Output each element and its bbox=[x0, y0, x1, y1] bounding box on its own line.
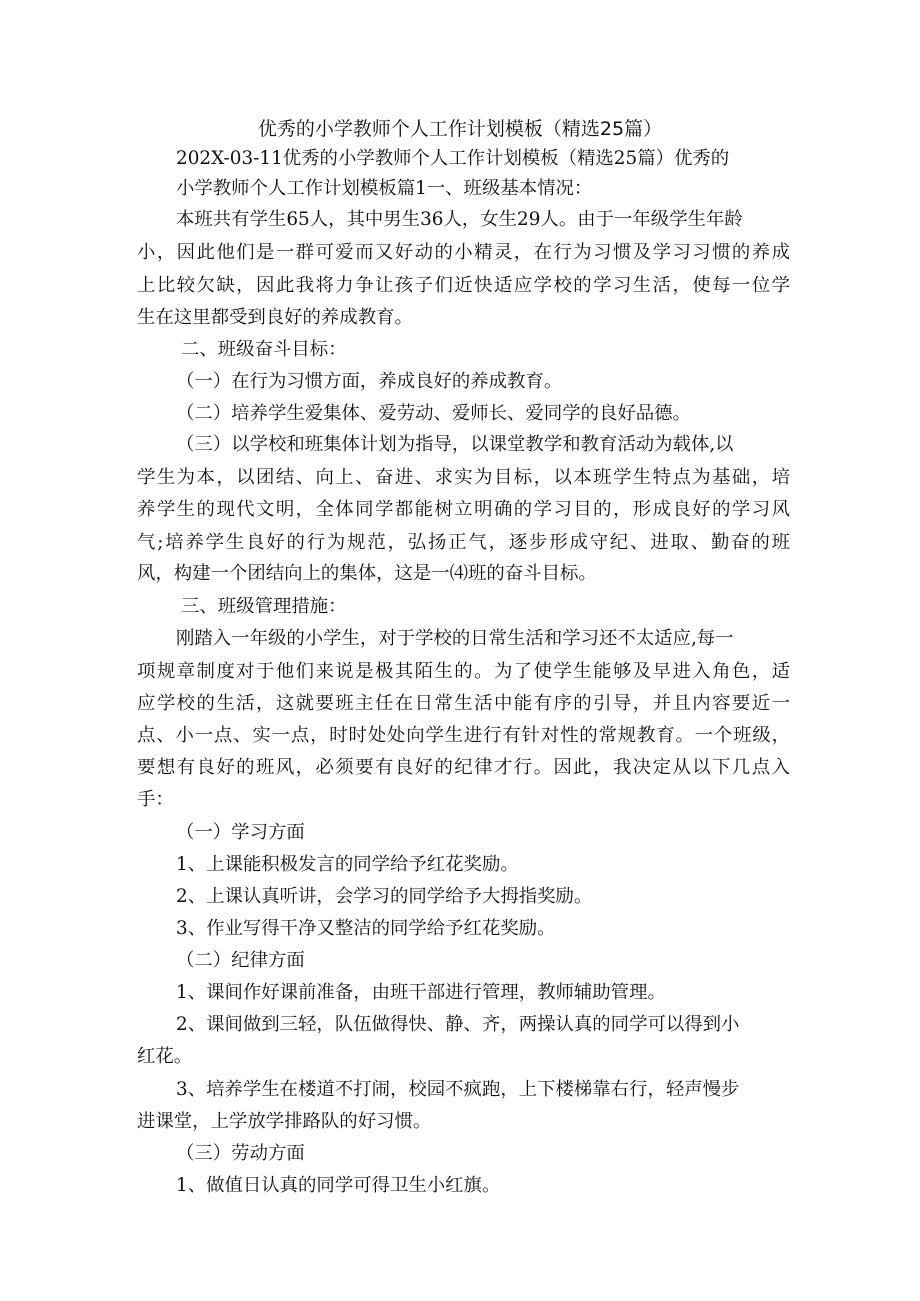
section-heading: 二、班级奋斗目标： bbox=[181, 339, 347, 360]
paragraph-line: 风，构建一个团结向上的集体，这是一⑷班的奋斗目标。 bbox=[137, 563, 597, 584]
paragraph-line: 点、小一点、实一点，时时处处向学生进行有针对性的常规教育。一个班级， bbox=[137, 725, 790, 746]
intro-line: 202X-03-11优秀的小学教师个人工作计划模板（精选25篇）优秀的 bbox=[176, 148, 730, 169]
goal-item: （一）在行为习惯方面，养成良好的养成教育。 bbox=[176, 371, 563, 392]
paragraph-line: 小，因此他们是一群可爱而又好动的小精灵，在行为习惯及学习习惯的养成 bbox=[137, 242, 790, 263]
paragraph-line: 手： bbox=[137, 789, 174, 810]
intro-line: 小学教师个人工作计划模板篇1一、班级基本情况： bbox=[176, 178, 593, 199]
paragraph-line: 生在这里都受到良好的养成教育。 bbox=[137, 307, 413, 328]
paragraph-line: 项规章制度对于他们来说是极其陌生的。为了使学生能够及早进入角色，适 bbox=[137, 661, 790, 682]
list-item: 3、作业写得干净又整洁的同学给予红花奖励。 bbox=[176, 918, 556, 939]
goal-item: （三）以学校和班集体计划为指导，以课堂教学和教育活动为载体,以 bbox=[176, 434, 734, 455]
list-item: 1、课间作好课前准备，由班干部进行管理，教师辅助管理。 bbox=[176, 982, 666, 1003]
document-title: 优秀的小学教师个人工作计划模板（精选25篇） bbox=[257, 118, 663, 140]
list-item: 2、上课认真听讲，会学习的同学给予大拇指奖励。 bbox=[176, 886, 593, 907]
paragraph-line: 养学生的现代文明，全体同学都能树立明确的学习目的，形成良好的学习风 bbox=[137, 499, 790, 520]
paragraph-line: 上比较欠缺，因此我将力争让孩子们近快适应学校的学习生活，使每一位学 bbox=[137, 275, 790, 296]
subsection-heading: （一）学习方面 bbox=[176, 822, 305, 843]
paragraph-line: 进课堂，上学放学排路队的好习惯。 bbox=[137, 1111, 432, 1132]
paragraph-line: 本班共有学生65人，其中男生36人，女生29人。由于一年级学生年龄 bbox=[176, 209, 743, 230]
paragraph-line: 红花。 bbox=[137, 1046, 193, 1067]
paragraph-line: 应学校的生活，这就要班主任在日常生活中能有序的引导，并且内容要近一 bbox=[137, 693, 790, 714]
list-item: 2、课间做到三轻，队伍做得快、静、齐，两操认真的同学可以得到小 bbox=[176, 1014, 740, 1035]
paragraph-line: 刚踏入一年级的小学生，对于学校的日常生活和学习还不太适应,每一 bbox=[176, 628, 734, 649]
paragraph-line: 要想有良好的班风，必须要有良好的纪律才行。因此，我决定从以下几点入 bbox=[137, 757, 790, 778]
paragraph-line: 气;培养学生良好的行为规范，弘扬正气，逐步形成守纪、进取、勤奋的班 bbox=[137, 532, 790, 553]
list-item: 1、上课能积极发言的同学给予红花奖励。 bbox=[176, 854, 519, 875]
goal-item: （二）培养学生爱集体、爱劳动、爱师长、爱同学的良好品德。 bbox=[176, 403, 691, 424]
subsection-heading: （三）劳动方面 bbox=[176, 1143, 305, 1164]
section-heading: 三、班级管理措施： bbox=[181, 596, 347, 617]
subsection-heading: （二）纪律方面 bbox=[176, 950, 305, 971]
paragraph-line: 学生为本，以团结、向上、奋进、求实为目标，以本班学生特点为基础，培 bbox=[137, 467, 790, 488]
list-item: 3、培养学生在楼道不打闹，校园不疯跑，上下楼梯靠右行，轻声慢步 bbox=[176, 1079, 740, 1100]
list-item: 1、做值日认真的同学可得卫生小红旗。 bbox=[176, 1175, 501, 1196]
